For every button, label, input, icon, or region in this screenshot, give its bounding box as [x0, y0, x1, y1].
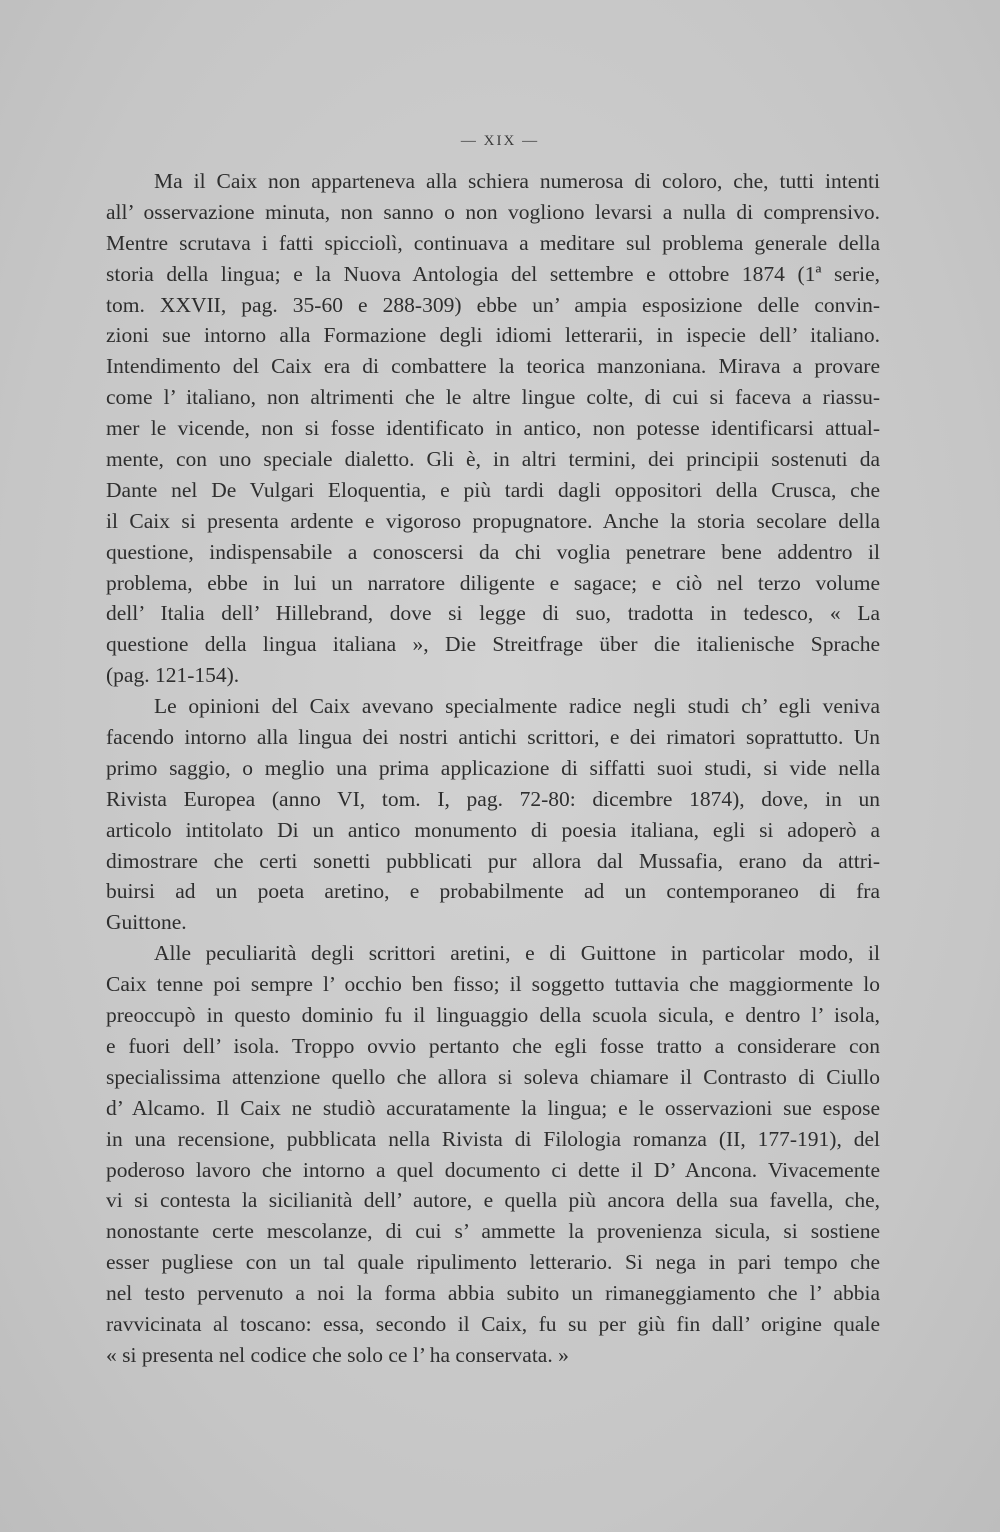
text-line: Caix tenne poi sempre l’ occhio ben fisso; il soggetto tuttavia che maggiormente lo: [106, 972, 880, 997]
text-line: Guittone.: [106, 910, 187, 935]
body-text: [106, 166, 880, 1371]
text-line: d’ Alcamo. Il Caix ne studiò accuratamente la lingua; e le osservazioni sue espose: [106, 1095, 880, 1120]
text-line: articolo intitolato Di un antico monumento di poesia italiana, egli si adoperò a: [106, 817, 880, 842]
text-line: preoccupò in questo dominio fu il linguaggio della scuola sicula, e dentro l’ isola,: [106, 1003, 880, 1028]
text-line: come l’ italiano, non altrimenti che le altre lingue colte, di cui si faceva a riassu-: [106, 385, 880, 410]
text-line: ravvicinata al toscano: essa, secondo il Caix, fu su per giù fin dall’ origine quale: [106, 1311, 880, 1336]
text-line: « si presenta nel codice che solo ce l’ ha conservata. »: [106, 1342, 569, 1367]
text-line: Mentre scrutava i fatti spicciolì, continuava a meditare sul problema generale della: [106, 230, 880, 255]
text-line: zioni sue intorno alla Formazione degli idiomi letterarii, in ispecie dell’ italiano.: [106, 323, 880, 348]
text-line: specialissima attenzione quello che allora si soleva chiamare il Contrasto di Ciullo: [106, 1064, 880, 1089]
text-line: Alle peculiarità degli scrittori aretini, e di Guittone in particolar modo, il: [154, 941, 880, 966]
text-line: Le opinioni del Caix avevano specialmente radice negli studi ch’ egli veniva: [154, 694, 880, 719]
text-line: dimostrare che certi sonetti pubblicati pur allora dal Mussafia, erano da attri-: [106, 848, 880, 873]
text-line: mente, con uno speciale dialetto. Gli è, in altri termini, dei principii sostenuti da: [106, 447, 880, 472]
text-line: Rivista Europea (anno VI, tom. I, pag. 72-80: dicembre 1874), dove, in un: [106, 786, 880, 811]
text-line: poderoso lavoro che intorno a quel documento ci dette il D’ Ancona. Vivacemente: [106, 1157, 880, 1182]
text-line: nel testo pervenuto a noi la forma abbia subito un rimaneggiamento che l’ abbia: [106, 1281, 880, 1306]
text-line: facendo intorno alla lingua dei nostri antichi scrittori, e dei rimatori soprattutto. Un: [106, 725, 880, 750]
text-line: mer le vicende, non si fosse identificato in antico, non potesse identificarsi attual-: [106, 416, 880, 441]
page-number: — XIX —: [460, 133, 540, 149]
text-line: il Caix si presenta ardente e vigoroso propugnatore. Anche la storia secolare della: [106, 508, 880, 533]
text-line: Dante nel De Vulgari Eloquentia, e più tardi dagli oppositori della Crusca, che: [106, 477, 880, 502]
text-line: nonostante certe mescolanze, di cui s’ ammette la provenienza sicula, si sostiene: [106, 1219, 880, 1244]
text-line: Ma il Caix non apparteneva alla schiera numerosa di coloro, che, tutti intenti: [154, 169, 880, 193]
text-line: all’ osservazione minuta, non sanno o non vogliono levarsi a nulla di comprensivo.: [106, 199, 880, 224]
text-line: e fuori dell’ isola. Troppo ovvio pertanto che egli fosse tratto a considerare con: [106, 1033, 880, 1058]
text-line: esser pugliese con un tal quale ripulimento letterario. Si nega in pari tempo che: [106, 1250, 880, 1275]
text-line: dell’ Italia dell’ Hillebrand, dove si legge di suo, tradotta in tedesco, « La: [106, 601, 880, 626]
text-line: tom. XXVII, pag. 35-60 e 288-309) ebbe un’ ampia esposizione delle convin-: [106, 292, 880, 317]
text-line: problema, ebbe in lui un narratore diligente e sagace; e ciò nel terzo volume: [106, 570, 880, 595]
text-line: storia della lingua; e la Nuova Antologia del settembre e ottobre 1874 (1ª serie,: [106, 261, 880, 286]
text-line: vi si contesta la sicilianità dell’ autore, e quella più ancora della sua favella, che,: [106, 1188, 880, 1213]
text-line: (pag. 121-154).: [106, 663, 240, 688]
text-line: in una recensione, pubblicata nella Rivista di Filologia romanza (II, 177-191), del: [106, 1126, 880, 1151]
text-line: buirsi ad un poeta aretino, e probabilmente ad un contemporaneo di fra: [106, 879, 880, 904]
text-line: primo saggio, o meglio una prima applicazione di siffatti suoi studi, si vide nella: [106, 755, 880, 780]
text-line: questione della lingua italiana », Die Streitfrage über die italienische Sprache: [106, 632, 880, 657]
text-line: questione, indispensabile a conoscersi da chi voglia penetrare bene addentro il: [106, 539, 880, 564]
text-line: Intendimento del Caix era di combattere la teorica manzoniana. Mirava a provare: [106, 354, 880, 379]
